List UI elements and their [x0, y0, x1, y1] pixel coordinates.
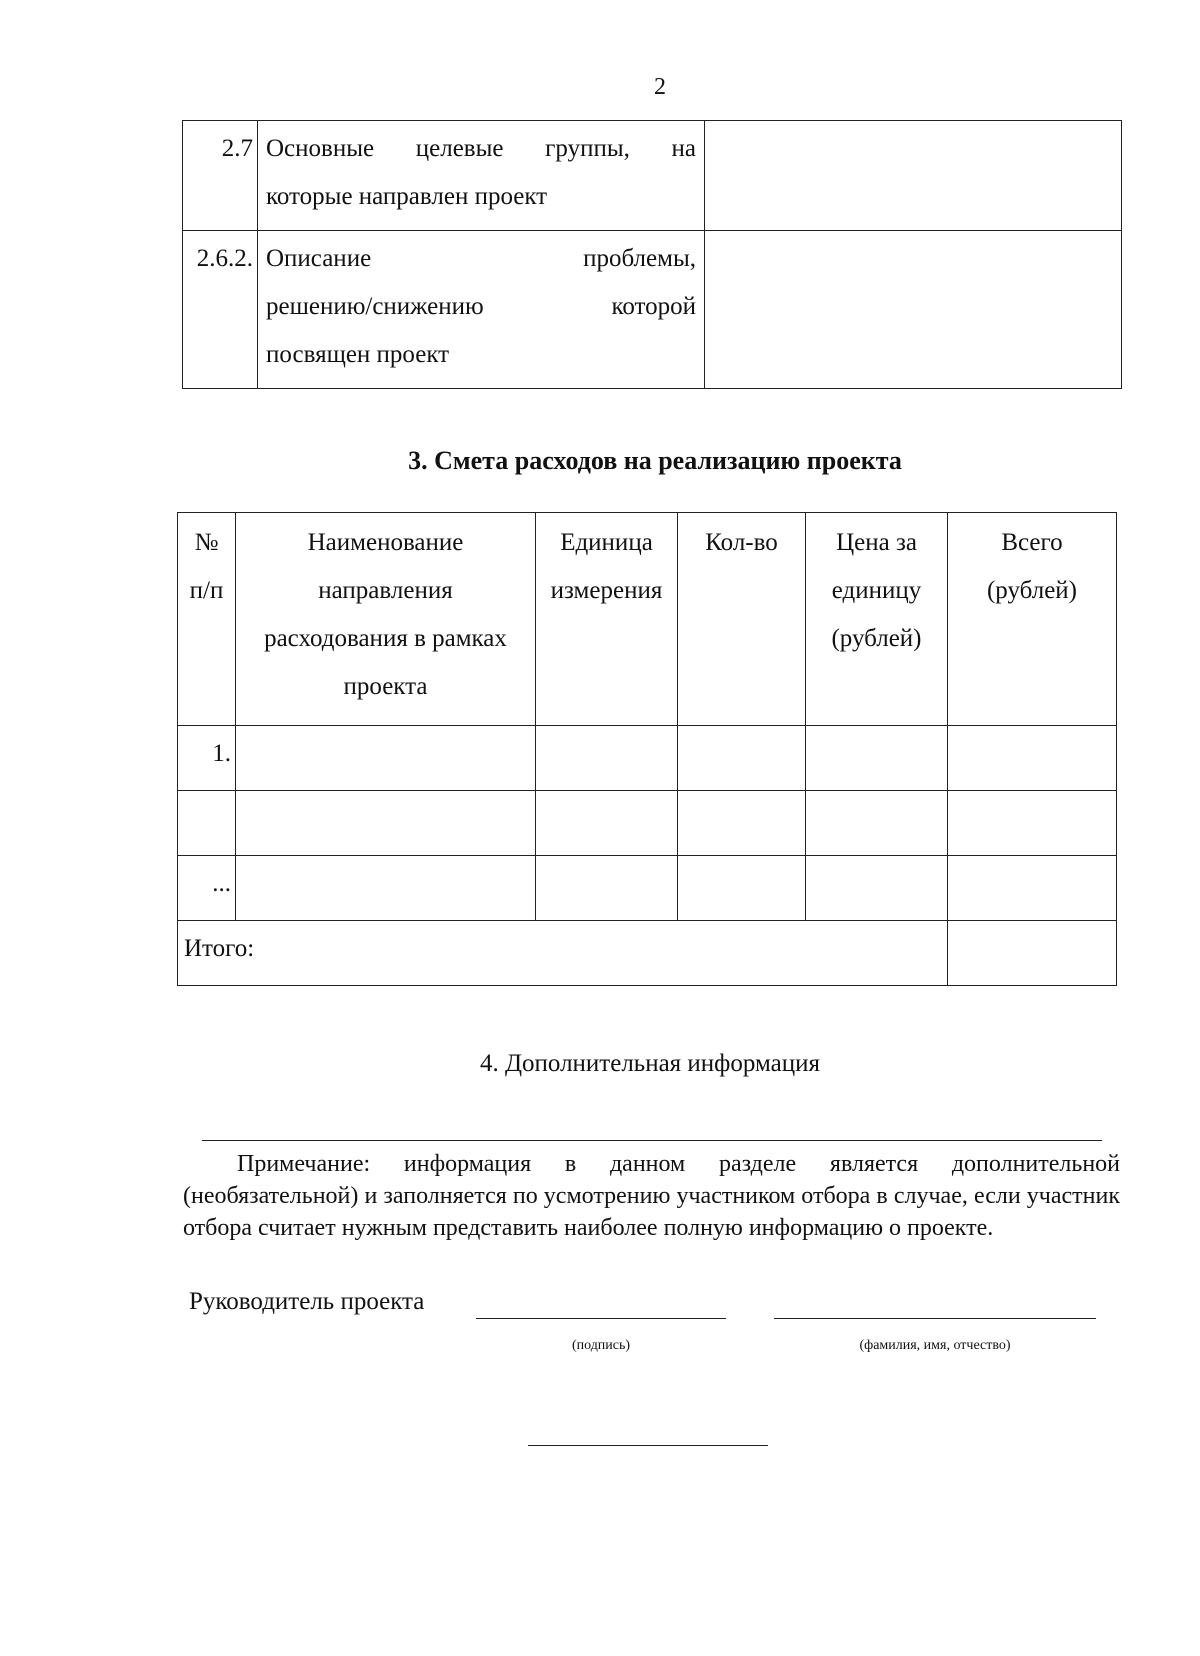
word: которой [611, 293, 696, 320]
value-cell[interactable] [705, 231, 1122, 389]
description-line: посвящен проект [266, 341, 450, 368]
header-line: измерения [550, 577, 663, 604]
table-cell[interactable] [806, 856, 948, 921]
table-row [178, 856, 1117, 921]
row-number: 2.6.2. [183, 231, 258, 389]
row-description [258, 231, 705, 389]
signature-caption: (подпись) [571, 1338, 631, 1353]
table-cell[interactable] [948, 791, 1117, 856]
description-line [266, 235, 696, 283]
section-3-title: 3. Смета расходов на реализацию проекта [408, 446, 902, 475]
table-header-row [178, 513, 1117, 726]
header-line: проекта [343, 673, 428, 700]
table-row [178, 726, 1117, 791]
header-line: Кол-во [705, 529, 778, 556]
row-number: 2.7 [183, 121, 258, 231]
description-line: которые направлен проект [266, 183, 548, 210]
header-unit [536, 513, 678, 726]
word: Описание [266, 245, 372, 272]
header-line: Цена за [836, 529, 917, 556]
header-line: Единица [560, 529, 653, 556]
header-name [236, 513, 536, 726]
header-line: № [194, 529, 219, 556]
total-row [178, 921, 1117, 986]
table-cell[interactable] [948, 726, 1117, 791]
table-cell[interactable] [536, 856, 678, 921]
word: решению/снижению [266, 293, 484, 320]
page-number: 2 [654, 74, 666, 100]
signature-line[interactable] [476, 1318, 726, 1319]
row-number [178, 791, 236, 856]
header-line: расходования в рамках [264, 625, 507, 652]
project-info-table [182, 120, 1122, 389]
table-cell[interactable] [236, 726, 536, 791]
table-row [183, 121, 1122, 231]
description-line [266, 283, 696, 331]
row-number: 1. [178, 726, 236, 791]
table-cell[interactable] [236, 791, 536, 856]
table-row [183, 231, 1122, 389]
word: проблемы, [583, 245, 696, 272]
header-line: направления [318, 577, 453, 604]
table-row [178, 791, 1117, 856]
word: на [671, 135, 696, 162]
note-text: Примечание: информация в данном разделе является дополнительной (необязательной) и заполняется по усмотрению участником отбора в случае, если участник отбора считает нужным представить наиболее полную информацию о проекте. [183, 1151, 1120, 1241]
header-line: Всего [1001, 529, 1063, 556]
full-name-line[interactable] [774, 1318, 1096, 1319]
header-line: (рублей) [831, 625, 922, 652]
table-cell[interactable] [806, 726, 948, 791]
word: Основные [266, 135, 375, 162]
table-cell[interactable] [806, 791, 948, 856]
header-total [948, 513, 1117, 726]
word: целевые [415, 135, 504, 162]
signature-label: Руководитель проекта [189, 1288, 425, 1315]
total-label: Итого: [178, 921, 948, 986]
header-line: единицу [831, 577, 922, 604]
header-line: Наименование [307, 529, 464, 556]
header-num [178, 513, 236, 726]
row-number: ... [178, 856, 236, 921]
header-line: (рублей) [986, 577, 1078, 604]
word: группы, [545, 135, 630, 162]
table-cell[interactable] [948, 856, 1117, 921]
header-qty [678, 513, 806, 726]
budget-table [177, 512, 1117, 986]
header-line: п/п [189, 577, 224, 604]
table-cell[interactable] [678, 726, 806, 791]
value-cell[interactable] [705, 121, 1122, 231]
table-cell[interactable] [536, 726, 678, 791]
table-cell[interactable] [678, 856, 806, 921]
description-line [266, 125, 696, 173]
header-price [806, 513, 948, 726]
full-name-caption: (фамилия, имя, отчество) [859, 1338, 1011, 1353]
table-cell[interactable] [536, 791, 678, 856]
table-cell[interactable] [678, 791, 806, 856]
table-cell[interactable] [236, 856, 536, 921]
total-value-cell[interactable] [948, 921, 1117, 986]
section-4-title: 4. Дополнительная информация [479, 1050, 821, 1077]
divider-line [202, 1140, 1102, 1141]
row-description [258, 121, 705, 231]
bottom-divider-line [528, 1445, 768, 1446]
